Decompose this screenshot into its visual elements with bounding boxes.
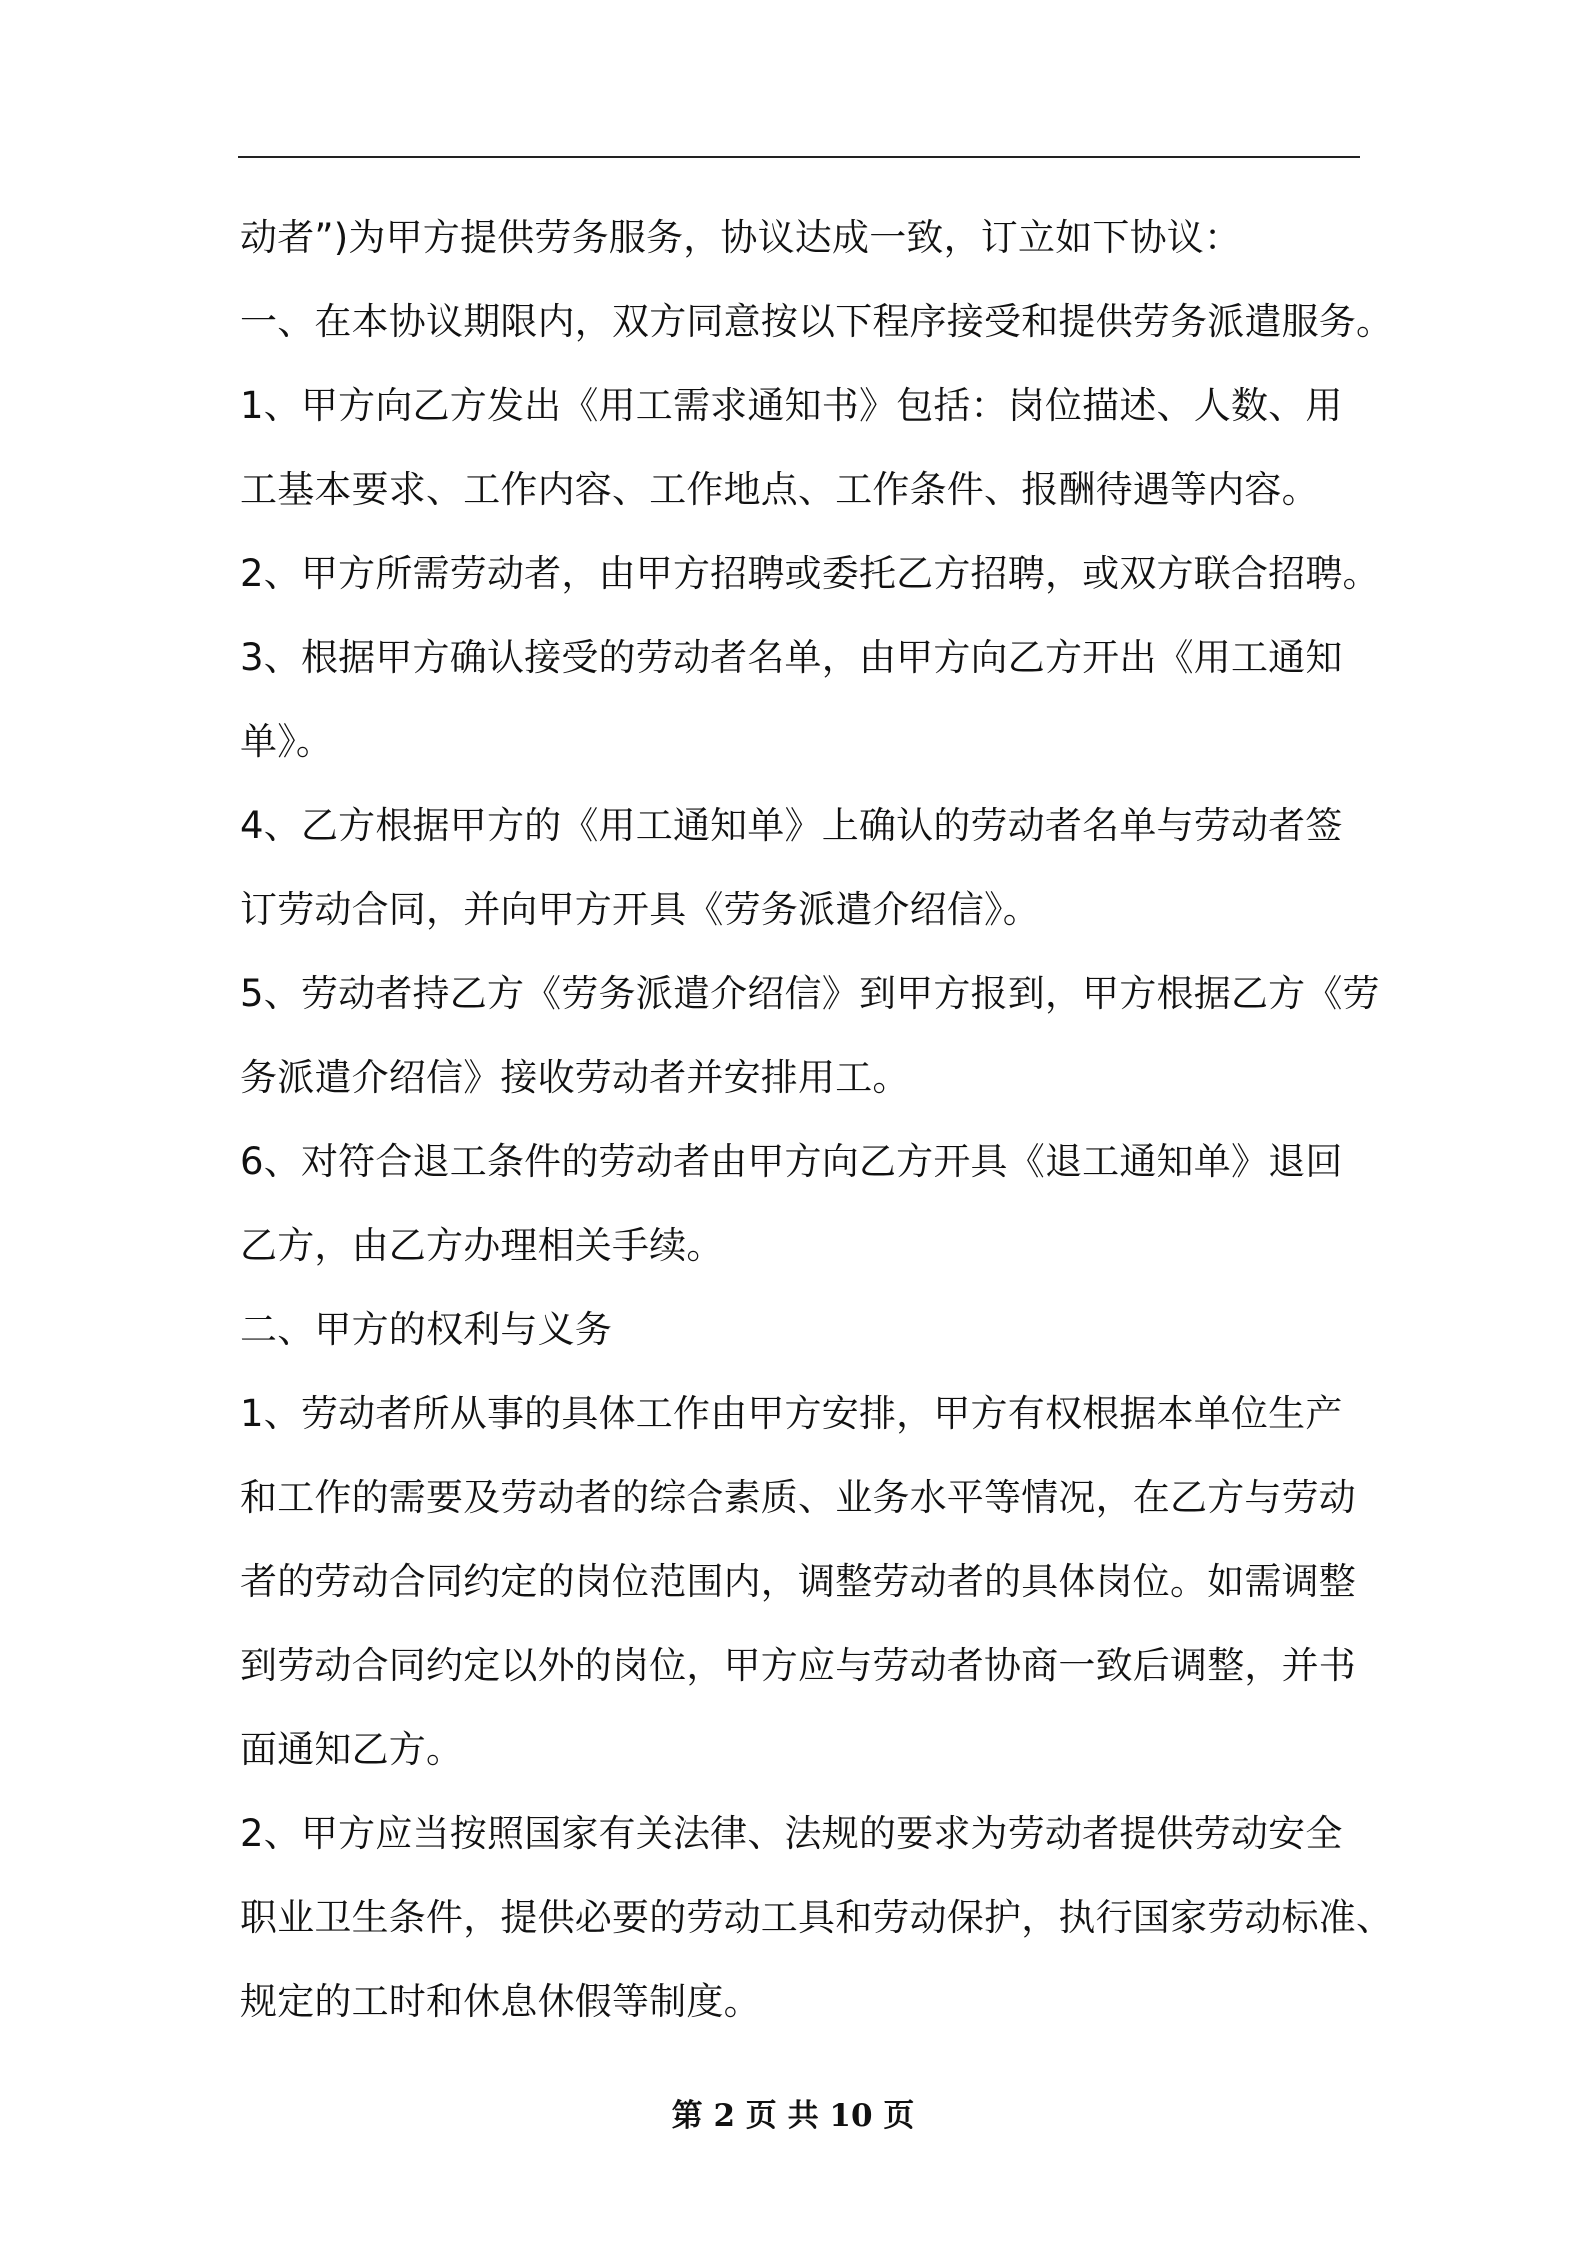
section-heading: 二、甲方的权利与义务 <box>240 1308 612 1351</box>
document-body <box>240 196 1394 2044</box>
text-line: 1、劳动者所从事的具体工作由甲方安排，甲方有权根据本单位生产 <box>240 1392 1343 1435</box>
text-line: 动者”)为甲方提供劳务服务，协议达成一致，订立如下协议： <box>240 216 1242 259</box>
text-line: 1、甲方向乙方发出《用工需求通知书》包括：岗位描述、人数、用 <box>240 384 1343 427</box>
text-line: 2、甲方所需劳动者，由甲方招聘或委托乙方招聘，或双方联合招聘。 <box>240 552 1380 595</box>
text-line: 务派遣介绍信》接收劳动者并安排用工。 <box>240 1056 910 1099</box>
section-heading: 一、在本协议期限内，双方同意按以下程序接受和提供劳务派遣服务。 <box>240 300 1394 343</box>
text-line: 2、甲方应当按照国家有关法律、法规的要求为劳动者提供劳动安全 <box>240 1812 1343 1855</box>
text-line: 和工作的需要及劳动者的综合素质、业务水平等情况，在乙方与劳动 <box>240 1476 1356 1519</box>
text-line: 6、对符合退工条件的劳动者由甲方向乙方开具《退工通知单》退回 <box>240 1140 1343 1183</box>
text-line: 5、劳动者持乙方《劳务派遣介绍信》到甲方报到，甲方根据乙方《劳 <box>240 972 1380 1015</box>
text-line: 规定的工时和休息休假等制度。 <box>240 1980 761 2023</box>
text-line: 3、根据甲方确认接受的劳动者名单，由甲方向乙方开出《用工通知 <box>240 636 1343 679</box>
text-line: 职业卫生条件，提供必要的劳动工具和劳动保护，执行国家劳动标准、 <box>240 1896 1394 1939</box>
text-line: 单》。 <box>240 720 334 763</box>
text-line: 面通知乙方。 <box>240 1728 464 1771</box>
text-line: 者的劳动合同约定的岗位范围内，调整劳动者的具体岗位。如需调整 <box>240 1560 1356 1603</box>
text-line: 4、乙方根据甲方的《用工通知单》上确认的劳动者名单与劳动者签 <box>240 804 1343 847</box>
header-rule <box>238 156 1360 158</box>
text-line: 工基本要求、工作内容、工作地点、工作条件、报酬待遇等内容。 <box>240 468 1319 511</box>
page-number: 第 2 页 共 10 页 <box>671 2098 915 2134</box>
text-line: 到劳动合同约定以外的岗位，甲方应与劳动者协商一致后调整，并书 <box>240 1644 1356 1687</box>
text-line: 乙方，由乙方办理相关手续。 <box>240 1224 724 1267</box>
text-line: 订劳动合同，并向甲方开具《劳务派遣介绍信》。 <box>240 888 1040 931</box>
